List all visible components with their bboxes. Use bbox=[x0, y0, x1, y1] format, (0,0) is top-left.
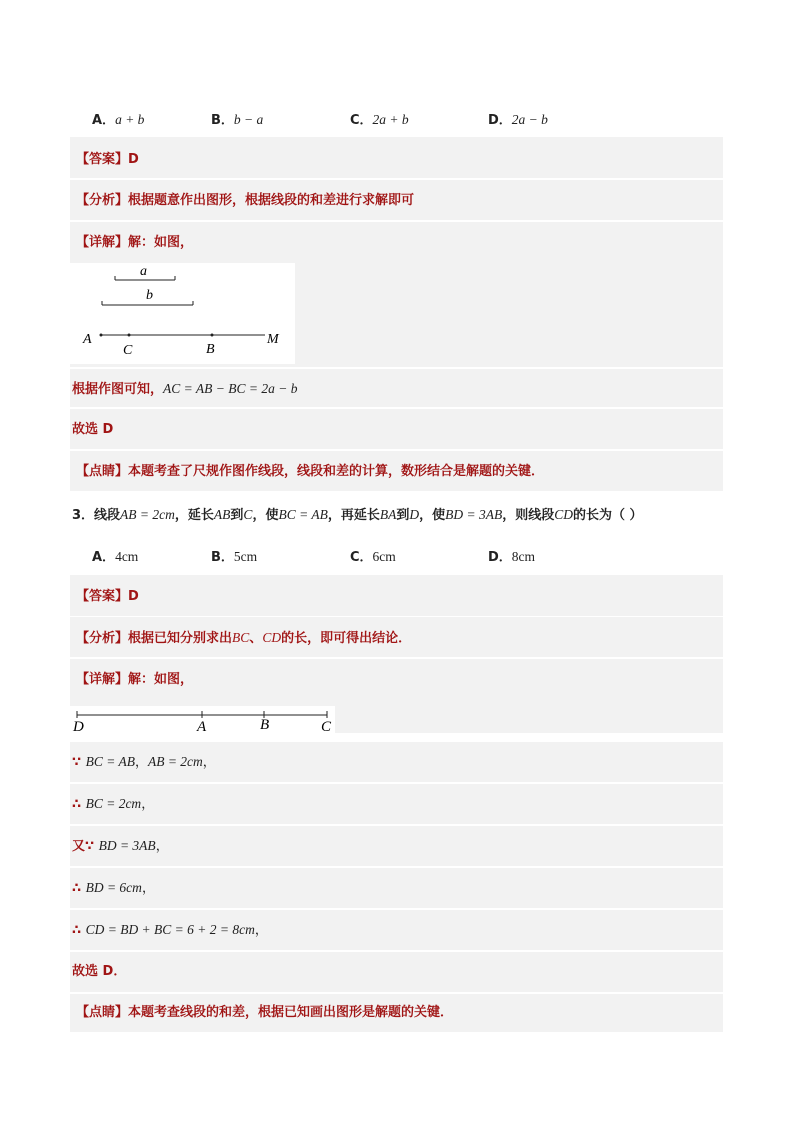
label-D: D bbox=[73, 719, 84, 734]
q2-analysis-row bbox=[70, 180, 723, 220]
conclusion-math: AC = AB − BC = 2a − b bbox=[163, 381, 298, 396]
q3-option-a: A．4cm bbox=[92, 549, 139, 565]
comment-tag: 【点睛】 bbox=[76, 464, 129, 479]
label-M: M bbox=[267, 332, 279, 347]
q3-figure bbox=[70, 706, 335, 734]
q2-conclusion-row bbox=[70, 369, 723, 407]
q3-option-c: C．6cm bbox=[350, 549, 396, 565]
q2-option-c: C．2a + b bbox=[350, 112, 409, 128]
q3-step-4: ∴ BD = 6cm， bbox=[70, 868, 723, 908]
label-B: B bbox=[260, 717, 270, 733]
q3-choose-row bbox=[70, 952, 723, 992]
q3-step-2: ∴ BC = 2cm， bbox=[70, 784, 723, 824]
answer-value: D bbox=[128, 152, 139, 167]
label-C: C bbox=[123, 343, 133, 358]
q3-stem: 3．线段AB = 2cm，延长AB到C，使BC = AB，再延长BA到D，使BD = 3AB，则线段CD的长为（ ） bbox=[72, 507, 643, 523]
answer-tag: 【答案】 bbox=[76, 589, 129, 604]
label-A: A bbox=[83, 332, 92, 347]
q2-comment-row bbox=[70, 451, 723, 491]
q3-analysis-row: 【分析】根据已知分别求出BC、CD的长，即可得出结论． bbox=[70, 617, 723, 657]
q3-step-5: ∴ CD = BD + BC = 6 + 2 = 8cm， bbox=[70, 910, 723, 950]
analysis-text: 根据题意作出图形，根据线段的和差进行求解即可 bbox=[128, 193, 415, 208]
segment-construction-diagram bbox=[70, 263, 295, 364]
q2-answer-row bbox=[70, 137, 723, 178]
conclusion-text: 根据作图可知， bbox=[72, 382, 164, 397]
q2-option-d: D．2a − b bbox=[488, 112, 548, 128]
analysis-tag: 【分析】 bbox=[76, 631, 129, 646]
answer-tag: 【答案】 bbox=[76, 152, 129, 167]
q2-figure bbox=[70, 263, 295, 364]
label-A: A bbox=[197, 719, 207, 734]
detail-tag: 【详解】 bbox=[76, 235, 129, 250]
segment-line-diagram bbox=[70, 706, 335, 734]
label-C: C bbox=[321, 719, 332, 734]
detail-text: 解：如图， bbox=[128, 672, 194, 687]
q3-step-1: ∵ BC = AB，AB = 2cm， bbox=[70, 742, 723, 782]
comment-text: 本题考查了尺规作图作线段，线段和差的计算，数形结合是解题的关键． bbox=[128, 464, 545, 479]
label-a: a bbox=[140, 264, 147, 279]
comment-text: 本题考查线段的和差，根据已知画出图形是解题的关键． bbox=[128, 1005, 454, 1020]
q3-option-d: D．8cm bbox=[488, 549, 536, 565]
choose-text: 故选 D． bbox=[72, 964, 127, 979]
q2-choose-row bbox=[70, 409, 723, 449]
q3-step-3: 又∵ BD = 3AB， bbox=[70, 826, 723, 866]
answer-value: D bbox=[128, 589, 139, 604]
q2-option-a: A．a + b bbox=[92, 112, 145, 128]
analysis-tag: 【分析】 bbox=[76, 193, 129, 208]
q3-options bbox=[0, 546, 794, 566]
label-b: b bbox=[146, 288, 153, 303]
label-B: B bbox=[206, 342, 215, 357]
detail-text: 解：如图， bbox=[128, 235, 194, 250]
q3-comment-row bbox=[70, 994, 723, 1032]
q2-options bbox=[0, 109, 794, 129]
comment-tag: 【点睛】 bbox=[76, 1005, 129, 1020]
detail-tag: 【详解】 bbox=[76, 672, 129, 687]
choose-text: 故选 D bbox=[72, 422, 114, 437]
q3-option-b: B．5cm bbox=[211, 549, 258, 565]
q3-answer-row bbox=[70, 575, 723, 616]
q2-option-b: B．b − a bbox=[211, 112, 264, 128]
